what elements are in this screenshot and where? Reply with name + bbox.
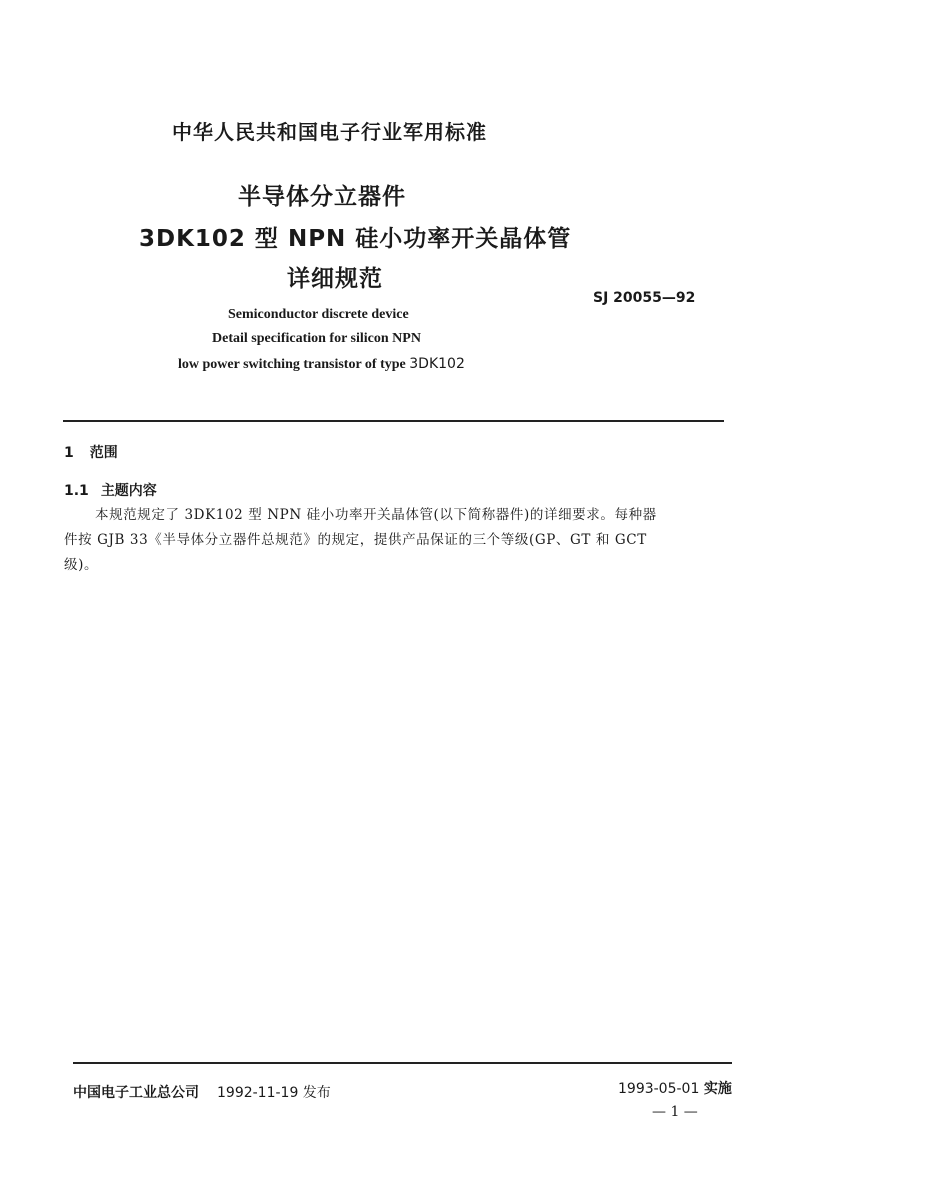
standard-header: 中华人民共和国电子行业军用标准	[172, 120, 487, 144]
title-line-3: 详细规范	[287, 266, 383, 292]
body-text-line-1: 本规范规定了 3DK102 型 NPN 硅小功率开关晶体管(以下简称器件)的详细要求。每种器	[95, 507, 657, 523]
section-1-number: 1	[64, 445, 74, 461]
footer-implementation-date: 1993-05-01	[618, 1081, 700, 1097]
document-number: SJ 20055—92	[593, 290, 696, 306]
section-1-1-heading	[64, 480, 157, 500]
title-line-2: 3DK102 型 NPN 硅小功率开关晶体管	[139, 226, 572, 252]
english-title-device-type: 3DK102	[409, 356, 465, 372]
footer-issuer: 中国电子工业总公司	[73, 1085, 199, 1101]
footer-implementation-label: 实施	[703, 1081, 732, 1097]
section-1-1-title: 主题内容	[100, 483, 157, 499]
footer-issue-date: 1992-11-19 发布	[217, 1085, 331, 1101]
section-1-heading	[64, 442, 118, 462]
english-title-line-1: Semiconductor discrete device	[228, 307, 409, 322]
footer-implementation-info	[618, 1078, 732, 1098]
footer-divider	[73, 1062, 732, 1064]
section-1-title: 范围	[89, 445, 118, 461]
title-line-1: 半导体分立器件	[238, 184, 406, 210]
page-number: — 1 —	[652, 1104, 698, 1120]
section-1-1-number: 1.1	[64, 483, 89, 499]
body-text-line-2: 件按 GJB 33《半导体分立器件总规范》的规定，提供产品保证的三个等级(GP、GT 和 GCT	[64, 532, 647, 548]
header-divider	[63, 420, 724, 422]
english-title-line-2: Detail specification for silicon NPN	[212, 331, 421, 346]
english-title-line-3-prefix: low power switching transistor of type	[178, 357, 410, 372]
footer-issue-info	[73, 1082, 331, 1102]
english-title-line-3	[178, 356, 465, 373]
body-text-line-3: 级)。	[64, 557, 99, 573]
